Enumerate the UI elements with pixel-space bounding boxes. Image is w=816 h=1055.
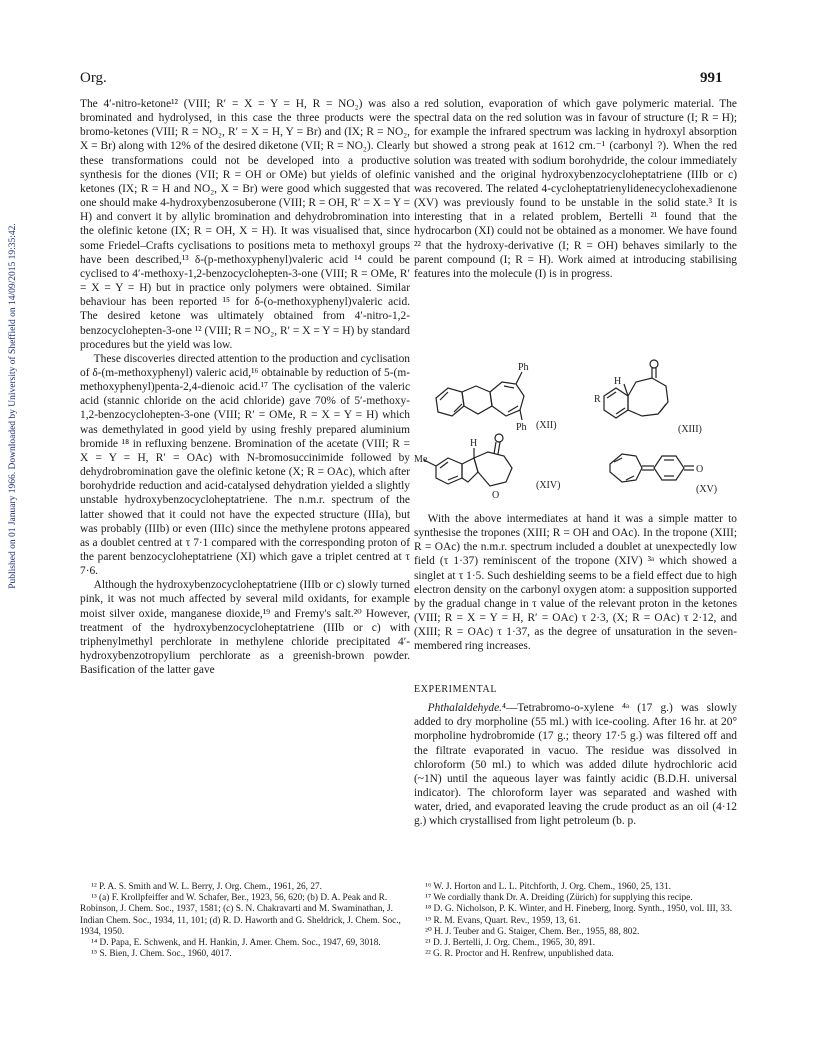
h-label: H <box>614 376 622 387</box>
figure-label-xiii: (XIII) <box>678 424 702 435</box>
figure-label-xiv: (XIV) <box>536 480 561 491</box>
r-label: R <box>594 394 601 405</box>
footnote: ¹⁸ D. G. Nicholson, P. K. Winter, and H. Fineberg, Inorg. Synth., 1950, vol. III, 33. <box>425 904 733 915</box>
paragraph: The 4′-nitro-ketone¹² (VIII; R′ = X = Y = H, R = NO₂) was also brominated and hydrolysed, in this case the three products were the bromo-ketones (VIII; R = NO₂, R′ = X = H, Y = Br) and (IX; R = NO₂, X = Br) along with 12% of the desired diketone (VII; R = NO₂). Clearly these transformations could not be developed into a productive synthesis for the diones (VII; R = OH or OMe) but yields of olefinic ketones (IX; R = H and NO₂, X = Br) were good which suggested that one should make 4-hydroxybenzosuberone (VIII; R = OH, R′ = X = Y = H) and convert it by allylic bromination and dehydrobromination into the olefinic ketone (IX; R = OH, X = H). It was visualised that, since some Friedel–Crafts cyclisations to positions meta to methoxyl groups have been described,¹³ δ-(p-methoxyphenyl)valeric acid ¹⁴ could be cyclised to 4′-methoxy-1,2-benzocyclohepten-3-one (VIII; R = OMe, R′ = X = Y = H) but in practice only polymers were obtained. Similar behaviour has been reported ¹⁵ for δ-(o-methoxyphenyl)valeric acid. The desired ketone was ultimately obtained from 4′-nitro-1,2-benzocyclohepten-3-one ¹² (VIII; R = NO₂, R′ = X = Y = H) by standard procedures but the yield was low. <box>80 98 410 351</box>
paragraph: a red solution, evaporation of which gave polymeric material. The spectral data on the red solution was in favour of structure (I; R = H); for example the infrared spectrum was lacking in hydroxyl absorption but showed a strong peak at 1612 cm.⁻¹ (carbonyl ?). When the red solution was treated with sodium borohydride, the colour immediately vanished and the original hydroxybenzocycloheptatriene (IIIb or c) was recovered. The related 4-cycloheptatrienylidenecyclohexadienone (XV) was previously found to be unstable in the solid state.³ It is interesting that in a related problem, Bertelli ²¹ found that the hydrocarbon (XI) could not be obtained as a monomer. We have found ²² that the hydroxy-derivative (I; R = OH) behaves similarly to the parent compound (I; R = H). Work aimed at introducing stabilising features into the molecule (I) is in progress. <box>414 98 737 280</box>
footnote: ²² G. R. Proctor and H. Renfrew, unpublished data. <box>425 949 614 960</box>
structure-figure <box>414 358 737 508</box>
footnote: ¹⁴ D. Papa, E. Schwenk, and H. Hankin, J. Amer. Chem. Soc., 1947, 69, 3018. <box>91 938 381 949</box>
download-watermark[interactable]: Published on 01 January 1966. Downloaded by University of Sheffield on 14/09/2015 19:35:42. <box>8 223 18 589</box>
page-number: 991 <box>700 70 723 86</box>
ph-label: Ph <box>518 362 529 373</box>
footnote: ¹³ (a) F. Krollpfeiffer and W. Schafer, Ber., 1923, 56, 620; (b) D. A. Peak and R. Robinson, J. Chem. Soc., 1937, 1581; (c) S. N. Chakravarti and M. Swaminathan, J. Indian Chem. Soc., 1934, 11, 101; (d) R. D. Haworth and G. Sheldrick, J. Chem. Soc., 1934, 1950. <box>80 893 401 937</box>
figure-label-xii: (XII) <box>536 420 557 431</box>
footnotes-right <box>414 882 737 960</box>
paragraph: Although the hydroxybenzocycloheptatriene (IIIb or c) slowly turned pink, it was not much affected by several mild oxidants, for example moist silver oxide, manganese dioxide,¹⁹ and Fremy's salt.²⁰ However, treatment of the hydroxybenzocycloheptatriene (IIIb or c) with triphenylmethyl perchlorate in methylene chloride precipitated 4′-hydroxybenzotropylium perchlorate as a greenish-brown powder. Basification of the latter gave <box>80 579 410 677</box>
footnote: ¹² P. A. S. Smith and W. L. Berry, J. Org. Chem., 1961, 26, 27. <box>91 882 322 892</box>
o-label: O <box>696 464 704 475</box>
footnotes-left <box>80 882 410 960</box>
paragraph: With the above intermediates at hand it was a simple matter to synthesise the tropones (XIII; R = OH and OAc). In the tropone (XIII; R = OAc) the n.m.r. spectrum included a doublet at unexpectedly low field (τ 1·37) reminiscent of the tropone (XIV) ³ᵃ which showed a singlet at τ 1·5. Such deshielding seems to be a field effect due to high electron density on the carbonyl oxygen atom: a supposition supported by the gradual change in τ value of the relevant proton in the ketones (VIII; R = X = Y = H, R′ = OAc) τ 2·3, (X; R = OAc) τ 2·12, and (XIII; R = OAc) τ 1·37, as the degree of unsaturation in the seven-membered ring increases. <box>414 513 737 653</box>
o-label: O <box>492 490 500 501</box>
right-column-top <box>414 97 737 281</box>
me-label: Me <box>414 454 428 465</box>
footnote: ¹⁷ We cordially thank Dr. A. Dreiding (Zürich) for supplying this recipe. <box>425 893 693 904</box>
experiment-title: Phthalaldehyde. <box>427 702 503 715</box>
section-heading: EXPERIMENTAL <box>414 684 498 695</box>
left-column <box>80 97 410 677</box>
paragraph: These discoveries directed attention to the production and cyclisation of δ-(m-methoxyphenyl) valeric acid,¹⁶ obtainable by reduction of 5-(m-methoxyphenyl)penta-2,4-dienoic acid.¹⁷ The cyclisation of the valeric acid (stannic chloride on the acid chloride) gave 70% of 5′-methoxy-1,2-benzocyclohepten-3-one (VIII; R′ = OMe, R = X = Y = H) which was demethylated in good yield by using freshly prepared aluminium bromide ¹⁸ in refluxing benzene. Bromination of the acetate (VIII; R = X = Y = H, R′ = OAc) with N-bromosuccinimide followed by dehydrobromination gave the olefinic ketone (X; R = OAc), which after borohydride reduction and acid-catalysed dehydration yielded a slightly unstable hydroxybenzocycloheptatriene. The n.m.r. spectrum of the latter showed that it could not have the expected structure (IIIa), but was probably (IIIb) or even (IIIc) since the methylene protons appeared as a doublet centred at τ 7·1 compared with the corresponding proton of the parent benzocycloheptatriene (XI) which gave a triplet centred at τ 7·6. <box>80 352 410 578</box>
journal-header: Org. <box>80 70 107 86</box>
ph-label: Ph <box>516 422 527 433</box>
figure-label-xv: (XV) <box>696 484 718 495</box>
experimental-section <box>414 683 737 829</box>
h-label: H <box>470 438 478 449</box>
footnote: ²⁰ H. J. Teuber and G. Staiger, Chem. Ber., 1955, 88, 802. <box>425 926 640 937</box>
footnote: ¹⁹ R. M. Evans, Quart. Rev., 1959, 13, 61. <box>425 915 581 926</box>
footnote: ¹⁶ W. J. Horton and L. L. Pitchforth, J. Org. Chem., 1960, 25, 131. <box>425 882 671 892</box>
footnote: ²¹ D. J. Bertelli, J. Org. Chem., 1965, 30, 891. <box>425 938 596 949</box>
footnote: ¹⁵ S. Bien, J. Chem. Soc., 1960, 4017. <box>91 949 232 960</box>
right-column-middle <box>414 512 737 654</box>
paragraph: ⁴—Tetrabromo-o-xylene ⁴ᵃ (17 g.) was slowly added to dry morpholine (55 ml.) with ice-cooling. After 16 hr. at 20° morpholine hydrobromide (17 g.; theory 17·5 g.) was filtered off and the filtrate evaporated in vacuo. The residue was dissolved in chloroform (50 ml.) to which was added dilute hydrochloric acid (~1N) until the aqueous layer was faintly acidic (B.D.H. universal indicator). The chloroform layer was separated and washed with water, dried, and evaporated leaving the crude product as an oil (4·12 g.) which crystallised from light petroleum (b. p. <box>414 702 737 828</box>
